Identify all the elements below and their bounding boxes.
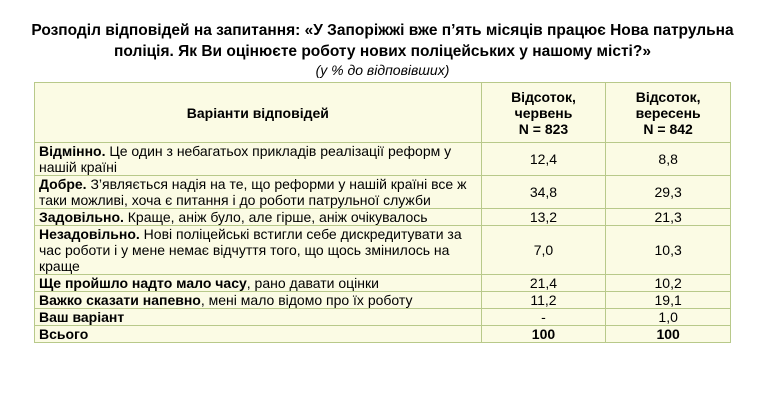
header-june-line-3: N = 823 bbox=[518, 120, 569, 137]
answer-text: , мені мало відомо про їх роботу bbox=[200, 292, 413, 308]
june-value: 13,2 bbox=[481, 209, 606, 226]
answer-cell bbox=[35, 226, 482, 275]
results-table bbox=[34, 82, 731, 343]
answer-bold: Важко сказати напевно bbox=[39, 292, 201, 308]
answer-text: , рано давати оцінки bbox=[246, 275, 379, 291]
header-june-line-1: Відсоток, bbox=[511, 88, 576, 105]
table-row bbox=[35, 176, 731, 209]
header-september-line-2: вересень bbox=[635, 104, 701, 121]
june-value: 12,4 bbox=[481, 143, 606, 176]
june-value: 7,0 bbox=[481, 226, 606, 275]
table-row bbox=[35, 226, 731, 275]
answer-bold: Ваш варіант bbox=[39, 309, 125, 325]
table-row bbox=[35, 292, 731, 309]
header-september bbox=[606, 83, 731, 143]
header-september-line-1: Відсоток, bbox=[635, 88, 701, 105]
header-june bbox=[481, 83, 606, 143]
total-label: Всього bbox=[35, 326, 482, 343]
answer-text: Нові поліцейські встигли себе дискредитувати за час роботи і у мене немає відчуття того, що щось змінилось на краще bbox=[39, 226, 462, 274]
september-value: 1,0 bbox=[606, 309, 731, 326]
answer-cell bbox=[35, 292, 482, 309]
answer-bold: Незадовільно. bbox=[39, 226, 140, 242]
answer-text: З’являється надія на те, що реформи у нашій країні все ж таки можливі, хоча є питання і до роботи патрульної служби bbox=[39, 176, 467, 208]
header-september-line-3: N = 842 bbox=[643, 120, 693, 137]
answer-bold: Відмінно. bbox=[39, 143, 106, 159]
september-value: 10,2 bbox=[606, 275, 731, 292]
answer-cell bbox=[35, 143, 482, 176]
june-value: 21,4 bbox=[481, 275, 606, 292]
answer-cell bbox=[35, 275, 482, 292]
september-value: 21,3 bbox=[606, 209, 731, 226]
header-june-line-2: червень bbox=[514, 104, 573, 121]
september-value: 8,8 bbox=[606, 143, 731, 176]
june-value: - bbox=[481, 309, 606, 326]
june-value: 11,2 bbox=[481, 292, 606, 309]
total-june: 100 bbox=[481, 326, 606, 343]
september-value: 10,3 bbox=[606, 226, 731, 275]
september-value: 19,1 bbox=[606, 292, 731, 309]
answer-cell bbox=[35, 209, 482, 226]
table-row bbox=[35, 209, 731, 226]
answer-text: Краще, аніж було, але гірше, аніж очікувалось bbox=[123, 209, 428, 225]
page-subtitle: (у % до відповівших) bbox=[315, 62, 450, 78]
table-total-row bbox=[35, 326, 731, 343]
total-september: 100 bbox=[606, 326, 731, 343]
answer-text: Це один з небагатьох прикладів реалізації реформ у нашій країні bbox=[39, 143, 452, 175]
answer-bold: Добре. bbox=[39, 176, 87, 192]
september-value: 29,3 bbox=[606, 176, 731, 209]
answer-cell bbox=[35, 176, 482, 209]
answer-cell bbox=[35, 309, 482, 326]
header-answers: Варіанти відповідей bbox=[35, 83, 482, 143]
page-title: Розподіл відповідей на запитання: «У Запоріжжі вже п’ять місяців працює Нова патрульна поліція. Як Ви оцінюєте роботу нових поліцейських у нашому місті?» bbox=[31, 22, 734, 60]
answer-bold: Задовільно. bbox=[39, 209, 124, 225]
answer-bold: Ще пройшло надто мало часу bbox=[39, 275, 247, 291]
table-row bbox=[35, 275, 731, 292]
table-row bbox=[35, 309, 731, 326]
table-header-row bbox=[35, 83, 731, 143]
table-row bbox=[35, 143, 731, 176]
june-value: 34,8 bbox=[481, 176, 606, 209]
